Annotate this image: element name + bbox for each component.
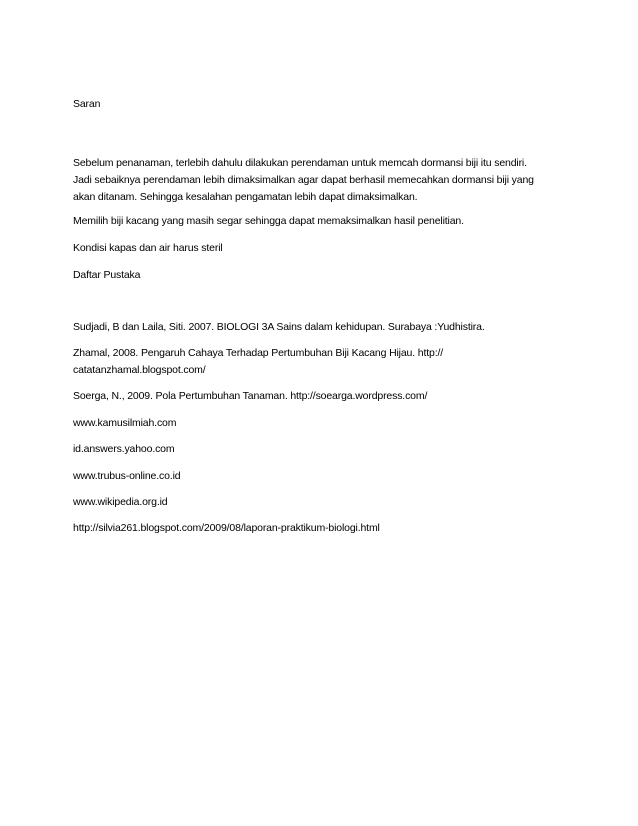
saran-point-2: Memilih biji kacang yang masih segar sehingga dapat memaksimalkan hasil penelitian. <box>73 215 464 227</box>
daftar-pustaka-heading: Daftar Pustaka <box>73 269 141 281</box>
reference-wikipedia: www.wikipedia.org.id <box>73 496 168 508</box>
saran-paragraph-line-2: Jadi sebaiknya perendaman lebih dimaksimalkan agar dapat berhasil memecahkan dormansi biji yang <box>73 174 534 186</box>
saran-heading: Saran <box>73 98 101 110</box>
saran-paragraph-line-3: akan ditanam. Sehingga kesalahan pengamatan lebih dapat dimaksimalkan. <box>73 191 418 203</box>
reference-kamusilmiah: www.kamusilmiah.com <box>73 417 177 429</box>
saran-point-3: Kondisi kapas dan air harus steril <box>73 242 223 254</box>
saran-paragraph-line-1: Sebelum penanaman, terlebih dahulu dilakukan perendaman untuk memcah dormansi biji itu sendiri. <box>73 157 527 169</box>
reference-sudjadi: Sudjadi, B dan Laila, Siti. 2007. BIOLOGI 3A Sains dalam kehidupan. Surabaya :Yudhistira. <box>73 321 485 333</box>
reference-silvia-blog: http://silvia261.blogspot.com/2009/08/laporan-praktikum-biologi.html <box>73 522 380 534</box>
reference-trubus: www.trubus-online.co.id <box>73 470 181 482</box>
reference-yahoo-answers: id.answers.yahoo.com <box>73 443 175 455</box>
reference-zhamal-line-1: Zhamal, 2008. Pengaruh Cahaya Terhadap Pertumbuhan Biji Kacang Hijau. http:// <box>73 347 443 359</box>
reference-soerga: Soerga, N., 2009. Pola Pertumbuhan Tanaman. http://soearga.wordpress.com/ <box>73 390 428 402</box>
reference-zhamal <box>73 345 573 379</box>
reference-zhamal-line-2: catatanzhamal.blogspot.com/ <box>73 364 206 376</box>
saran-paragraph <box>73 155 573 206</box>
